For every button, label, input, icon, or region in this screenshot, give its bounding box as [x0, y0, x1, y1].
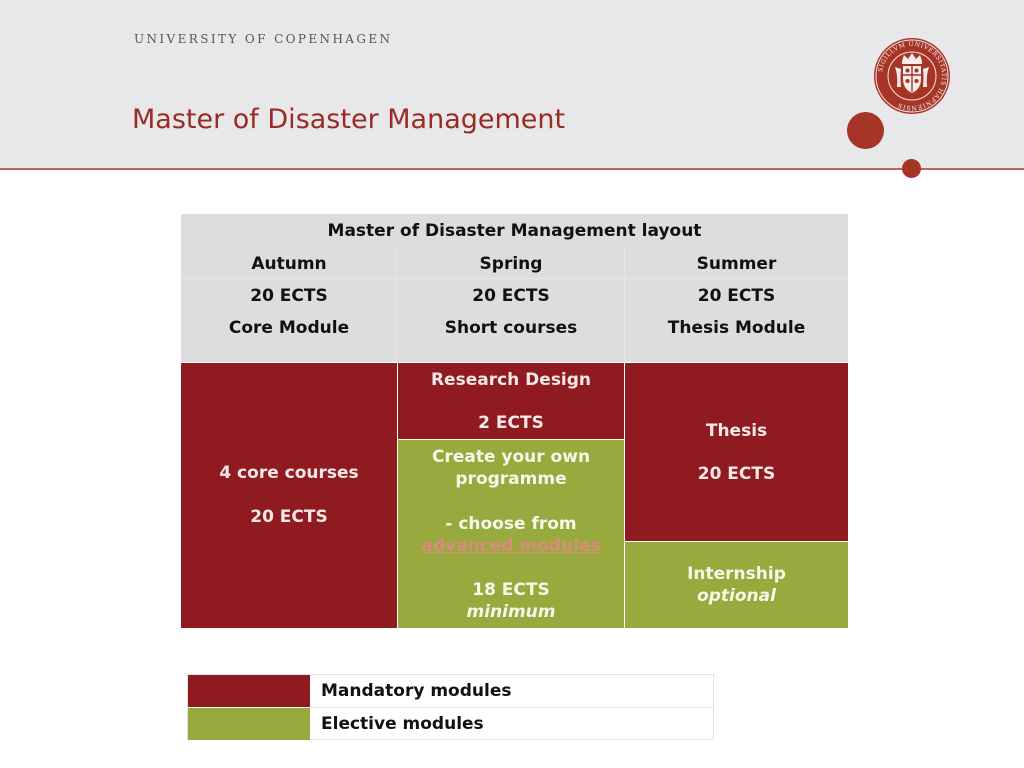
university-seal-icon [873, 37, 951, 115]
legend-label-elective: Elective modules [321, 714, 484, 734]
decorative-dot-small [902, 159, 921, 178]
column-ects-spring: 20 ECTS [472, 286, 550, 306]
elective-programme-block [398, 440, 624, 628]
elective-programme-line3: - choose from [445, 514, 577, 534]
core-courses-block [181, 363, 397, 628]
core-courses-label: 4 core courses [219, 463, 359, 483]
header-divider [0, 168, 1024, 170]
elective-programme-line1: Create your own [431, 447, 591, 467]
column-season-summer: Summer [696, 254, 777, 274]
core-courses-ects: 20 ECTS [250, 507, 328, 527]
university-name: UNIVERSITY OF COPENHAGEN [134, 32, 393, 46]
internship-block [625, 542, 848, 628]
svg-text:SIGILLVM UNIVERSITATIS HAFNIEN: SIGILLVM UNIVERSITATIS HAFNIENSIS [877, 40, 948, 112]
research-design-ects: 2 ECTS [478, 413, 544, 433]
elective-programme-minimum: minimum [466, 602, 556, 622]
legend-swatch-mandatory [188, 675, 310, 707]
column-ects-autumn: 20 ECTS [250, 286, 328, 306]
thesis-block [625, 363, 848, 541]
column-module-spring: Short courses [444, 318, 578, 338]
column-ects-summer: 20 ECTS [697, 286, 776, 306]
programme-layout-table [181, 214, 848, 628]
column-season-autumn: Autumn [251, 254, 327, 274]
advanced-modules-link-row [398, 535, 624, 557]
advanced-modules-link[interactable]: advanced modules [421, 536, 601, 556]
row-divider [181, 278, 848, 279]
research-design-label: Research Design [430, 370, 592, 390]
legend-label-mandatory: Mandatory modules [321, 681, 512, 701]
internship-optional: optional [697, 586, 776, 606]
legend [187, 674, 714, 740]
thesis-label: Thesis [705, 421, 768, 441]
internship-label: Internship [687, 564, 786, 584]
legend-swatch-elective [188, 708, 310, 740]
thesis-ects: 20 ECTS [697, 464, 776, 484]
elective-programme-ects: 18 ECTS [472, 580, 550, 600]
table-title: Master of Disaster Management layout [327, 221, 702, 241]
column-module-summer: Thesis Module [667, 318, 806, 338]
elective-programme-line2: programme [455, 469, 567, 489]
column-module-autumn: Core Module [228, 318, 350, 338]
research-design-block [398, 363, 624, 439]
page-title: Master of Disaster Management [132, 104, 566, 135]
decorative-dot-large [847, 112, 884, 149]
column-season-spring: Spring [479, 254, 543, 274]
